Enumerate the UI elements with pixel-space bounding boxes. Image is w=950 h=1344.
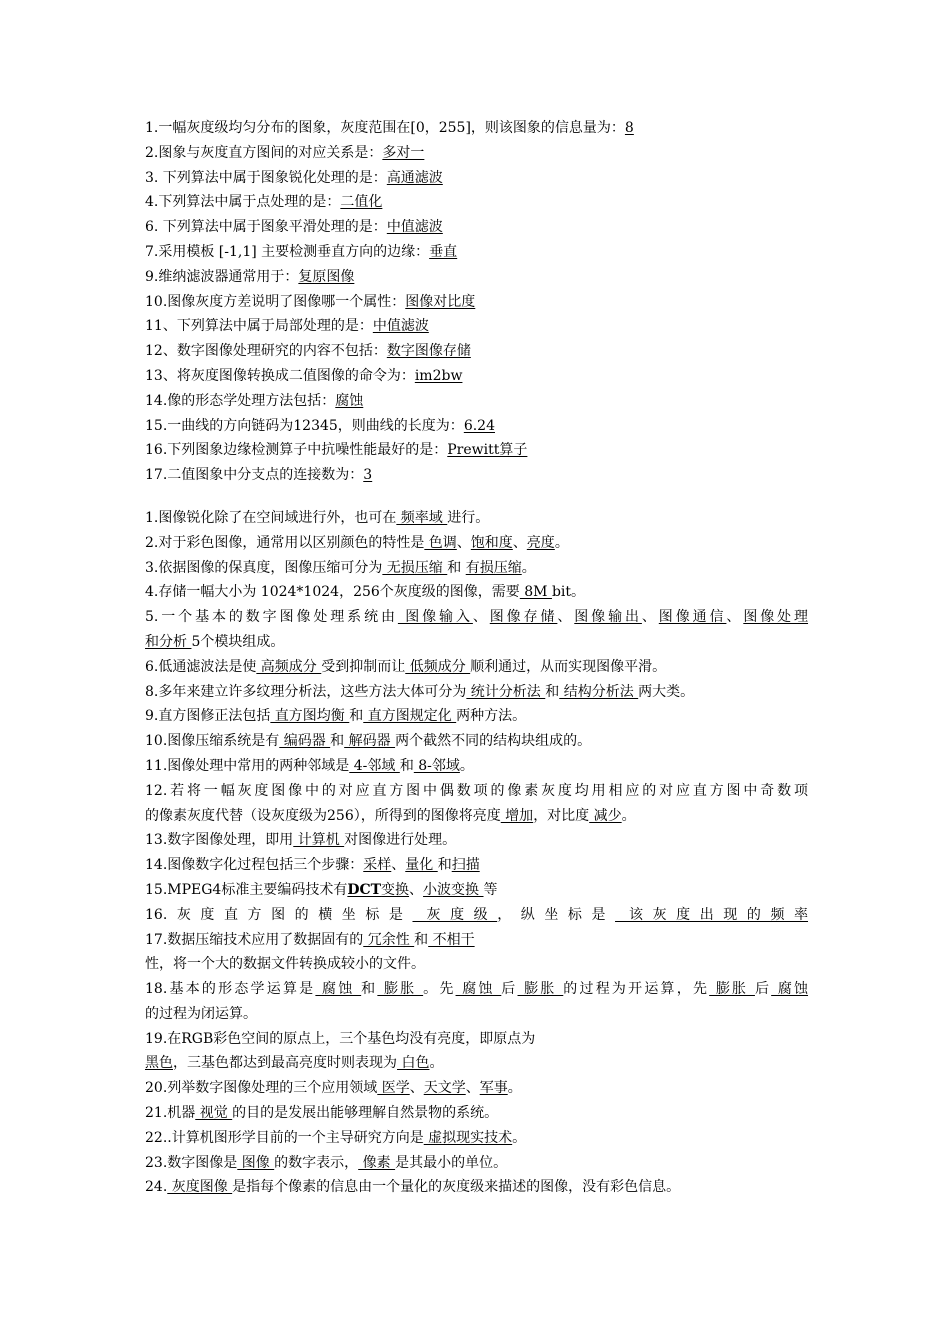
answer-text: 图像 <box>237 1154 275 1171</box>
question-text: 受到抑制而让 <box>321 658 406 675</box>
question-text: 6.低通滤波法是使 <box>145 658 257 675</box>
question-text: 等 <box>483 881 498 898</box>
question-text: 后 <box>754 981 772 998</box>
question-text: 、 <box>641 609 659 626</box>
answer-text: 高通滤波 <box>386 169 443 186</box>
question-line <box>145 1101 808 1126</box>
question-text: 。先 <box>423 981 456 998</box>
question-text: 两大类。 <box>638 683 695 700</box>
question-line <box>145 977 808 1002</box>
question-text: 、 <box>557 609 575 626</box>
answer-text: 色调 <box>424 534 457 551</box>
question-text: 19.在RGB彩色空间的原点上，三个基色均没有亮度，即原点为 <box>145 1030 536 1047</box>
question-text: 。 <box>459 757 474 774</box>
answer-text: 像素 <box>358 1154 396 1171</box>
answer-text: 黑色 <box>145 1055 173 1072</box>
question-text: 11.图像处理中常用的两种邻域是 <box>145 757 350 774</box>
answer-text: 高频成分 <box>256 658 322 675</box>
question-line <box>145 116 808 141</box>
question-line <box>145 290 808 315</box>
question-text: 1.一幅灰度级均匀分布的图象，灰度范围在[0，255]，则该图象的信息量为： <box>145 120 625 136</box>
question-line <box>145 754 808 779</box>
question-text: 13、将灰度图像转换成二值图像的命令为： <box>145 367 415 384</box>
question-text: 17.数据压缩技术应用了数据固有的 <box>145 931 364 948</box>
answer-text: 减少 <box>589 807 622 824</box>
question-text: 。 <box>521 559 536 576</box>
question-text: 10.图像压缩系统是有 <box>145 733 280 750</box>
question-text: 12.若将一幅灰度图像中的对应直方图中偶数项的像素灰度均用相应的对应直方图中奇数项 <box>145 782 808 799</box>
question-text: 5个模块组成。 <box>191 633 285 650</box>
answer-text: 天文学 <box>423 1080 466 1097</box>
section-fill-in-answers <box>145 506 808 1200</box>
question-text: 6. 下列算法中属于图象平滑处理的是： <box>145 219 387 236</box>
answer-text: 小波变换 <box>423 881 484 898</box>
question-text: 的目的是发展出能够理解自然景物的系统。 <box>232 1105 499 1122</box>
question-text: 是指每个像素的信息由一个量化的灰度级来描述的图像，没有彩色信息。 <box>232 1179 681 1196</box>
question-text: 性，将一个大的数据文件转换成较小的文件。 <box>145 956 425 973</box>
question-text: 9.直方图修正法包括 <box>145 708 271 725</box>
question-line <box>145 1126 808 1151</box>
question-text: 14.像的形态学处理方法包括： <box>145 392 336 409</box>
question-line <box>145 878 808 903</box>
question-line <box>145 804 808 829</box>
answer-text: 军事 <box>479 1080 508 1097</box>
question-line <box>145 1175 808 1200</box>
answer-text: 8M <box>519 584 552 601</box>
question-text: 和 <box>330 733 345 750</box>
answer-text: 扫描 <box>451 857 480 874</box>
answer-text: 无损压缩 <box>382 559 448 576</box>
question-text: 和 <box>414 931 429 948</box>
answer-text: 二值化 <box>340 194 383 211</box>
question-text: 21.机器 <box>145 1105 196 1122</box>
answer-text: 计算机 <box>293 832 345 849</box>
answer-text: 增加 <box>500 807 534 824</box>
answer-text: 有损压缩 <box>465 559 522 576</box>
answer-text: 直方图均衡 <box>270 708 350 725</box>
answer-text: im2bw <box>414 367 463 384</box>
question-line <box>145 215 808 240</box>
question-line <box>145 729 808 754</box>
question-text: 16.灰度直方图的横坐标是 <box>145 906 413 923</box>
question-text: 。 <box>554 534 569 551</box>
question-text: 9.维纳滤波器通常用于： <box>145 268 299 285</box>
question-text: 1.图像锐化除了在空间域进行外，也可在 <box>145 509 397 526</box>
question-text: 和 <box>349 708 364 725</box>
question-text: 。 <box>512 1129 527 1146</box>
answer-text: 3 <box>363 467 373 484</box>
answer-text: 低频成分 <box>405 658 471 675</box>
question-text: 、 <box>472 609 490 626</box>
answer-text: 饱和度 <box>470 534 513 551</box>
question-text: 10.图像灰度方差说明了图像哪一个属性： <box>145 293 406 310</box>
answer-text: 编码器 <box>279 733 331 750</box>
question-text: 两种方法。 <box>456 708 527 725</box>
question-line <box>145 903 808 928</box>
question-text: 对图像进行处理。 <box>344 832 457 849</box>
answer-text: 图像对比度 <box>405 293 476 310</box>
answer-text: 中值滤波 <box>372 318 429 335</box>
question-text: 12、数字图像处理研究的内容不包括： <box>145 343 387 360</box>
answer-text: 垂直 <box>429 243 458 260</box>
question-text: 8.多年来建立许多纹理分析法，这些方法大体可分为 <box>145 683 467 700</box>
question-line <box>145 556 808 581</box>
question-text: 14.图像数字化过程包括三个步骤： <box>145 857 364 874</box>
answer-text: 直方图规定化 <box>363 708 457 725</box>
question-text: 的数字表示， <box>274 1154 359 1171</box>
answer-text: 图像输出 <box>574 609 642 626</box>
answer-text: 多对一 <box>382 144 425 161</box>
answer-text: 图像处理 <box>743 609 809 626</box>
answer-text: 腐蚀 <box>315 981 362 998</box>
answer-text: 腐蚀 <box>771 981 809 998</box>
answer-text: 膨胀 <box>377 981 424 998</box>
question-line <box>145 828 808 853</box>
question-text: 2.对于彩色图像，通常用以区别颜色的特性是 <box>145 534 425 551</box>
question-line <box>145 531 808 556</box>
answer-text: 该灰度出现的频率 <box>615 906 809 923</box>
answer-text: 8-邻域 <box>413 757 460 774</box>
question-text: ，纵坐标是 <box>497 906 616 923</box>
question-text: 20.列举数字图像处理的三个应用领域 <box>145 1080 378 1097</box>
answer-text: 图像存储 <box>489 609 558 626</box>
question-text: 23.数字图像是 <box>145 1154 238 1171</box>
question-line <box>145 240 808 265</box>
question-line <box>145 853 808 878</box>
question-text: 和 <box>447 559 466 576</box>
question-line <box>145 680 808 705</box>
question-text: 顺利通过，从而实现图像平滑。 <box>470 658 667 675</box>
answer-text: 白色 <box>397 1055 430 1072</box>
question-text: 后 <box>501 981 518 998</box>
question-text: ，对比度 <box>533 807 590 824</box>
answer-text: 图像输入 <box>397 609 473 626</box>
answer-text: 灰度级 <box>412 906 498 923</box>
question-line <box>145 655 808 680</box>
question-text: 24. <box>145 1179 168 1196</box>
question-line <box>145 389 808 414</box>
question-text: 、 <box>409 881 424 898</box>
answer-text: 统计分析法 <box>466 683 546 700</box>
answer-text: 中值滤波 <box>386 219 443 236</box>
question-text: 3. 下列算法中属于图象锐化处理的是： <box>145 169 387 186</box>
question-line <box>145 928 808 953</box>
answer-text: DCT <box>347 881 382 898</box>
answer-text: 解码器 <box>344 733 396 750</box>
question-text: 。 <box>621 807 636 824</box>
question-line <box>145 506 808 531</box>
question-text: 、 <box>456 534 471 551</box>
question-text: 、 <box>409 1080 424 1097</box>
question-line <box>145 704 808 729</box>
question-text: 和 <box>545 683 560 700</box>
answer-text: 图像通信 <box>658 609 727 626</box>
answer-text: Prewitt算子 <box>447 442 528 459</box>
answer-text: 结构分析法 <box>559 683 639 700</box>
question-line <box>145 463 808 488</box>
question-text: 、 <box>726 609 744 626</box>
answer-text: 灰度图像 <box>167 1179 233 1196</box>
question-line <box>145 438 808 463</box>
question-line <box>145 779 808 804</box>
section-multiple-choice-answers <box>145 116 808 488</box>
answer-text: 量化 <box>405 857 438 874</box>
answer-text: 冗余性 <box>363 931 415 948</box>
question-text: 15.MPEG4标准主要编码技术有 <box>145 881 348 898</box>
question-line <box>145 952 808 977</box>
question-line <box>145 1027 808 1052</box>
question-text: 。 <box>507 1080 522 1097</box>
question-text: 2.图象与灰度直方图间的对应关系是： <box>145 144 383 161</box>
answer-text: 和分析 <box>145 633 192 650</box>
question-text: 11、下列算法中属于局部处理的是： <box>145 318 373 335</box>
question-text: 5.一个基本的数字图像处理系统由 <box>145 609 398 626</box>
document-page <box>145 116 808 1200</box>
answer-text: 医学 <box>377 1080 410 1097</box>
answer-text: 腐蚀 <box>335 392 364 409</box>
answer-text: 腐蚀 <box>455 981 502 998</box>
answer-text: 亮度 <box>526 534 555 551</box>
question-line <box>145 141 808 166</box>
question-line <box>145 166 808 191</box>
question-text: 4.下列算法中属于点处理的是： <box>145 194 341 211</box>
question-line <box>145 364 808 389</box>
answer-text: 不相干 <box>428 931 475 948</box>
question-text: 进行。 <box>447 509 490 526</box>
answer-text: 膨胀 <box>517 981 564 998</box>
question-text: 和 <box>361 981 378 998</box>
question-text: 3.依据图像的保真度，图像压缩可分为 <box>145 559 383 576</box>
question-line <box>145 580 808 605</box>
question-text: 的像素灰度代替（设灰度级为256），所得到的图像将亮度 <box>145 807 501 824</box>
question-text: 、 <box>391 857 406 874</box>
question-line <box>145 1076 808 1101</box>
question-line <box>145 190 808 215</box>
question-text: 13.数字图像处理，即用 <box>145 832 294 849</box>
question-text: bit。 <box>551 584 586 601</box>
answer-text: 6.24 <box>463 417 495 434</box>
answer-text: 视觉 <box>195 1105 233 1122</box>
question-text: 18.基本的形态学运算是 <box>145 981 316 998</box>
answer-text: 虚拟现实技术 <box>423 1129 513 1146</box>
question-text: 的过程为开运算，先 <box>563 981 710 998</box>
answer-text: 复原图像 <box>298 268 355 285</box>
question-line <box>145 265 808 290</box>
question-line <box>145 414 808 439</box>
question-text: 17.二值图象中分支点的连接数为： <box>145 467 364 484</box>
question-text: 是其最小的单位。 <box>395 1154 508 1171</box>
question-line <box>145 314 808 339</box>
question-text: 7.采用模板 [-1,1] 主要检测垂直方向的边缘： <box>145 243 430 260</box>
section-gap <box>145 488 808 506</box>
answer-text: 8 <box>624 120 634 136</box>
question-line <box>145 1151 808 1176</box>
question-text: 16.下列图象边缘检测算子中抗噪性能最好的是： <box>145 442 448 459</box>
answer-text: 频率域 <box>396 509 448 526</box>
question-text: ，三基色都达到最高亮度时则表现为 <box>173 1055 397 1072</box>
answer-text: 膨胀 <box>709 981 755 998</box>
question-line <box>145 605 808 630</box>
question-text: 两个截然不同的结构块组成的。 <box>395 733 592 750</box>
question-text: 、 <box>512 534 527 551</box>
question-text: 、 <box>465 1080 480 1097</box>
question-text: 22..计算机图形学目前的一个主导研究方向是 <box>145 1129 424 1146</box>
answer-text: 数字图像存储 <box>386 343 471 360</box>
answer-text: 4-邻域 <box>349 757 400 774</box>
answer-text: 采样 <box>363 857 392 874</box>
question-line <box>145 1051 808 1076</box>
question-line <box>145 339 808 364</box>
question-text: 的过程为闭运算。 <box>145 1005 257 1022</box>
question-text: 15.一曲线的方向链码为12345，则曲线的长度为： <box>145 417 464 434</box>
question-text: 和 <box>399 757 414 774</box>
answer-text: 变换 <box>381 881 410 898</box>
question-text: 和 <box>437 857 452 874</box>
question-line <box>145 630 808 655</box>
question-text: 4.存储一幅大小为 1024*1024，256个灰度级的图像，需要 <box>145 584 520 601</box>
question-text: 。 <box>429 1055 444 1072</box>
question-line <box>145 1002 808 1027</box>
